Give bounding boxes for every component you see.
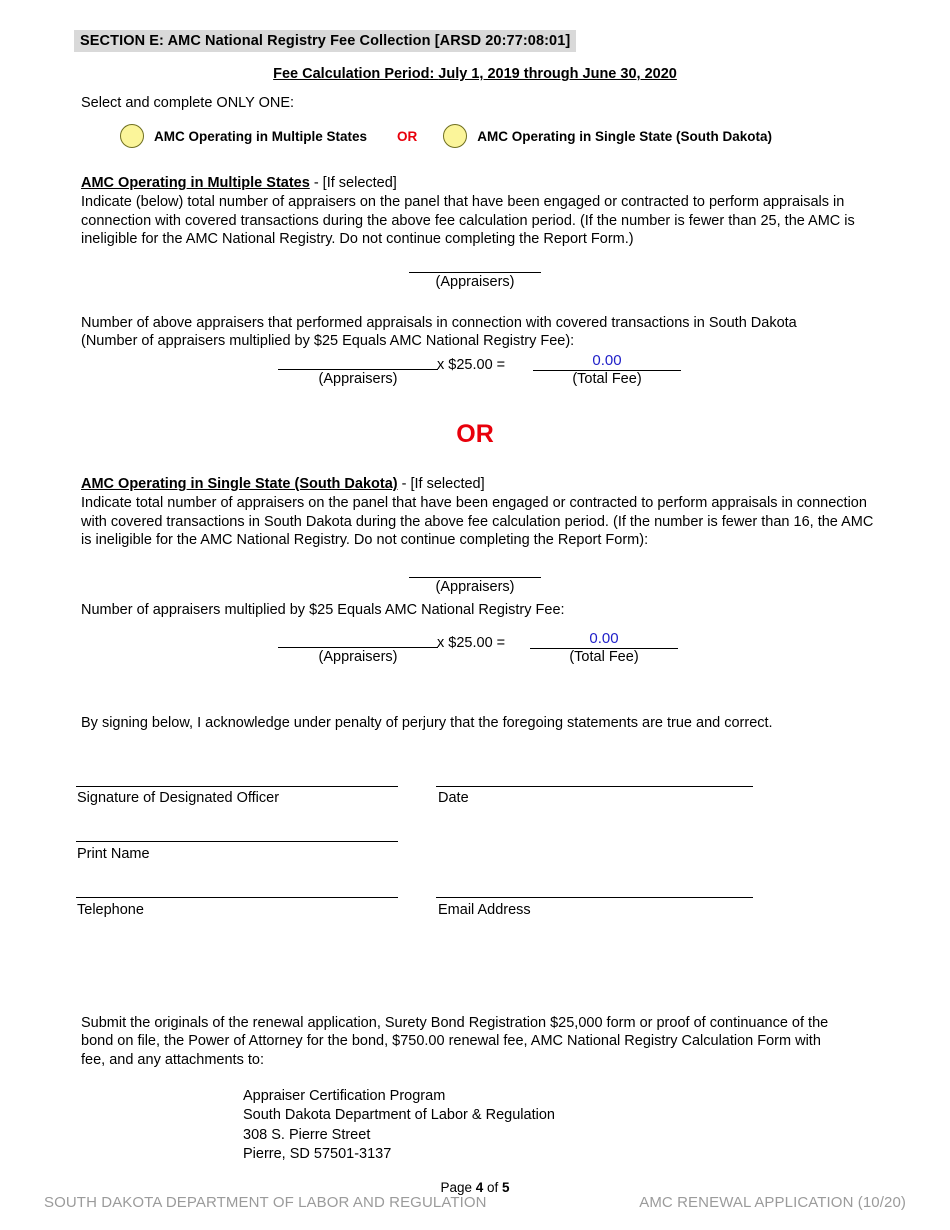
address-line-3: 308 S. Pierre Street: [243, 1126, 371, 1143]
single-calculation-row: [0, 632, 950, 678]
address-line-4: Pierre, SD 57501-3137: [243, 1145, 392, 1162]
single-calc-appraisers-input[interactable]: [278, 632, 438, 648]
page-total: 5: [502, 1180, 510, 1195]
signature-officer-input[interactable]: [76, 786, 398, 787]
select-one-instruction: Select and complete ONLY ONE:: [81, 95, 295, 111]
single-state-body: Indicate total number of appraisers on the panel that have been engaged or contracted to perform appraisals in connection with covered transactions in South Dakota during the above fee calculation period. (If the number is fewer than 16, the AMC is ineligible for the AMC National Registry. Do not continue completing the Report Form):: [81, 495, 874, 548]
multiple-states-section: [81, 174, 881, 248]
multiple-states-body: Indicate (below) total number of appraisers on the panel that have been engaged or contracted to perform appraisals in connection with covered transactions during the above fee calculation period. (If the number is fewer than 25, the AMC is ineligible for the AMC National Registry. Do not continue completing the Report Form.): [81, 194, 855, 247]
multiple-calc-appraisers-input[interactable]: [278, 354, 438, 370]
page-prefix: Page: [440, 1180, 476, 1195]
multiple-calc-multiplier: x $25.00 =: [437, 357, 506, 373]
telephone-label: Telephone: [77, 902, 144, 918]
email-label: Email Address: [438, 902, 531, 918]
radio-multiple-states-label: AMC Operating in Multiple States: [154, 128, 368, 144]
submission-instructions: Submit the originals of the renewal application, Surety Bond Registration $25,000 form or proof of continuance of the bond on file, the Power of Attorney for the bond, $750.00 renewal fee, AMC National Registry Calculation Form with fee, and any attachments to:: [81, 1015, 829, 1068]
print-name-label: Print Name: [77, 846, 150, 862]
multiple-sd-note-line1: Number of above appraisers that performed appraisals in connection with covered transactions in South Dakota: [81, 315, 797, 331]
address-line-1: Appraiser Certification Program: [243, 1088, 446, 1104]
page-current: 4: [475, 1180, 484, 1195]
option-row: [120, 124, 920, 148]
fee-calculation-period: [0, 66, 950, 82]
single-state-heading: AMC Operating in Single State (South Dakota): [81, 476, 398, 492]
multiple-calc-appraisers-group: [278, 354, 438, 387]
multiple-appraisers-caption: (Appraisers): [435, 274, 515, 290]
multiple-calc-total-group: [533, 352, 681, 387]
multiple-calculation-row: [0, 354, 950, 400]
signature-date-label: Date: [438, 790, 469, 806]
single-state-section: [81, 475, 881, 549]
page-of: of: [483, 1180, 503, 1195]
multiple-appraisers-field-group: [0, 258, 950, 290]
single-calc-appraisers-caption: (Appraisers): [318, 649, 398, 665]
single-appraisers-caption: (Appraisers): [435, 579, 515, 595]
single-multiply-note: Number of appraisers multiplied by $25 Equals AMC National Registry Fee:: [81, 602, 565, 618]
single-appraisers-input[interactable]: [409, 563, 541, 578]
radio-multiple-states[interactable]: [120, 124, 144, 148]
single-calc-appraisers-group: [278, 632, 438, 665]
single-calc-total-caption: (Total Fee): [569, 649, 639, 665]
radio-single-state-label: AMC Operating in Single State (South Dakota): [477, 128, 773, 144]
mailing-address: [243, 1087, 555, 1164]
telephone-input[interactable]: [76, 897, 398, 898]
print-name-input[interactable]: [76, 841, 398, 842]
multiple-states-heading-tail: - [If selected]: [309, 175, 397, 191]
multiple-calc-appraisers-caption: (Appraisers): [318, 371, 398, 387]
multiple-sd-note-line2: (Number of appraisers multiplied by $25 Equals AMC National Registry Fee):: [81, 333, 575, 350]
multiple-appraisers-input[interactable]: [409, 258, 541, 273]
multiple-calc-total-caption: (Total Fee): [572, 371, 642, 387]
single-state-heading-tail: - [If selected]: [397, 476, 485, 492]
option-or-separator: OR: [397, 128, 418, 144]
radio-single-state[interactable]: [443, 124, 467, 148]
single-calc-total-value[interactable]: 0.00: [530, 630, 678, 649]
signature-officer-label: Signature of Designated Officer: [77, 790, 280, 806]
single-calc-total-group: [530, 630, 678, 665]
email-input[interactable]: [436, 897, 753, 898]
attestation-text: By signing below, I acknowledge under penalty of perjury that the foregoing statements are true and correct.: [81, 715, 773, 731]
footer-form-id: AMC RENEWAL APPLICATION (10/20): [639, 1194, 906, 1211]
page-number: [0, 1180, 950, 1195]
multiple-states-heading: AMC Operating in Multiple States: [81, 175, 310, 191]
signature-date-input[interactable]: [436, 786, 753, 787]
multiple-sd-note: [81, 314, 881, 351]
single-calc-multiplier: x $25.00 =: [437, 635, 506, 651]
fee-period-prefix: Fee Calculation Period:: [273, 66, 439, 82]
footer-agency: SOUTH DAKOTA DEPARTMENT OF LABOR AND REGULATION: [44, 1194, 487, 1211]
or-divider: OR: [456, 420, 494, 448]
single-appraisers-field-group: [0, 563, 950, 595]
multiple-calc-total-value[interactable]: 0.00: [533, 352, 681, 371]
address-line-2: South Dakota Department of Labor & Regulation: [243, 1107, 555, 1124]
fee-period-value: July 1, 2019 through June 30, 2020: [438, 66, 677, 82]
section-header: SECTION E: AMC National Registry Fee Collection [ARSD 20:77:08:01]: [74, 30, 576, 52]
